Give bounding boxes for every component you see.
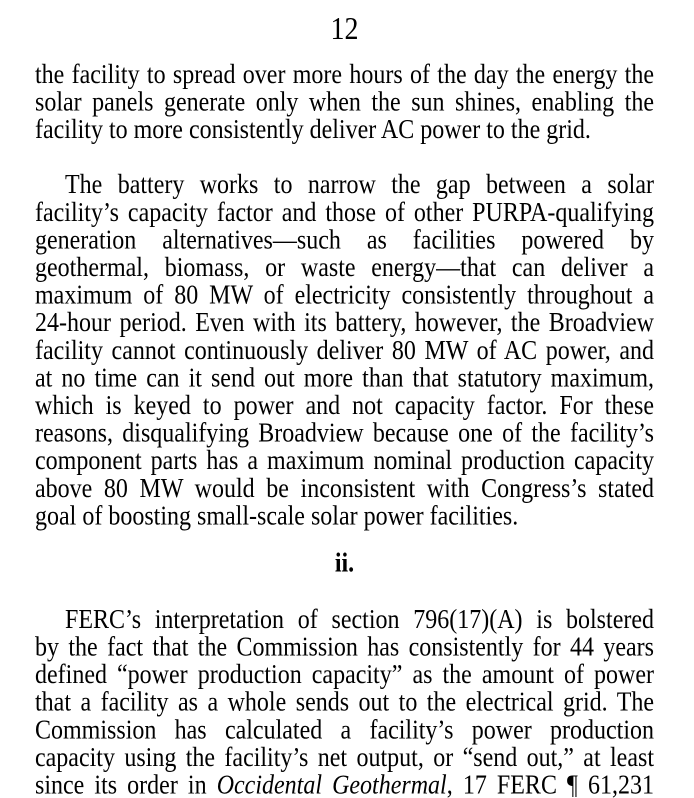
text-line: which is keyed to power and not capacity factor. For these [35,391,654,421]
case-citation-italic: Occidental Geothermal [216,770,447,798]
text-line: facility to more consistently deliver AC power to the grid. [35,115,591,145]
paragraph [35,171,654,530]
text-line: 24-hour period. Even with its battery, however, the Broadview [35,308,654,339]
text-line: since its order in Occidental Geothermal, 17 FERC ¶ 61,231 [35,772,654,798]
text-line: solar panels generate only when the sun shines, enabling the [35,87,654,118]
text-line: the facility to spread over more hours of the day the energy the [35,59,654,90]
text-line: FERC’s interpretation of section 796(17)(A) is bolstered [65,604,654,635]
paragraph [35,606,654,798]
text-line: by the fact that the Commission has consistently for 44 years [35,632,654,663]
text-column [35,11,655,798]
text-line: Commission has calculated a facility’s power production [35,715,654,746]
page-number: 12 [330,11,359,48]
text-line: generation alternatives—such as facilities powered by [35,225,654,256]
text-line: facility cannot continuously deliver 80 MW of AC power, and [35,335,654,366]
text-line: The battery works to narrow the gap between a solar [65,170,654,201]
text-line: above 80 MW would be inconsistent with Congress’s stated [35,473,654,504]
document-body [35,61,654,798]
text-line: capacity using the facility’s net output, or “send out,” at least [35,742,654,773]
text-line: maximum of 80 MW of electricity consistently throughout a [35,280,654,311]
text-line: geothermal, biomass, or waste energy—that can deliver a [35,253,654,283]
text-line: facility’s capacity factor and those of other PURPA-qualifying [35,197,654,228]
text-line: reasons, disqualifying Broadview because one of the facility’s [35,418,654,449]
text-line: defined “power production capacity” as the amount of power [35,660,654,690]
section-heading: ii. [334,548,355,579]
text-line: at no time can it send out more than that statutory maximum, [35,363,654,394]
text-line: that a facility as a whole sends out to the electrical grid. The [35,687,654,718]
text-line: goal of boosting small-scale solar power facilities. [35,501,519,532]
text-line: component parts has a maximum nominal production capacity [35,446,654,477]
paragraph [35,61,654,144]
